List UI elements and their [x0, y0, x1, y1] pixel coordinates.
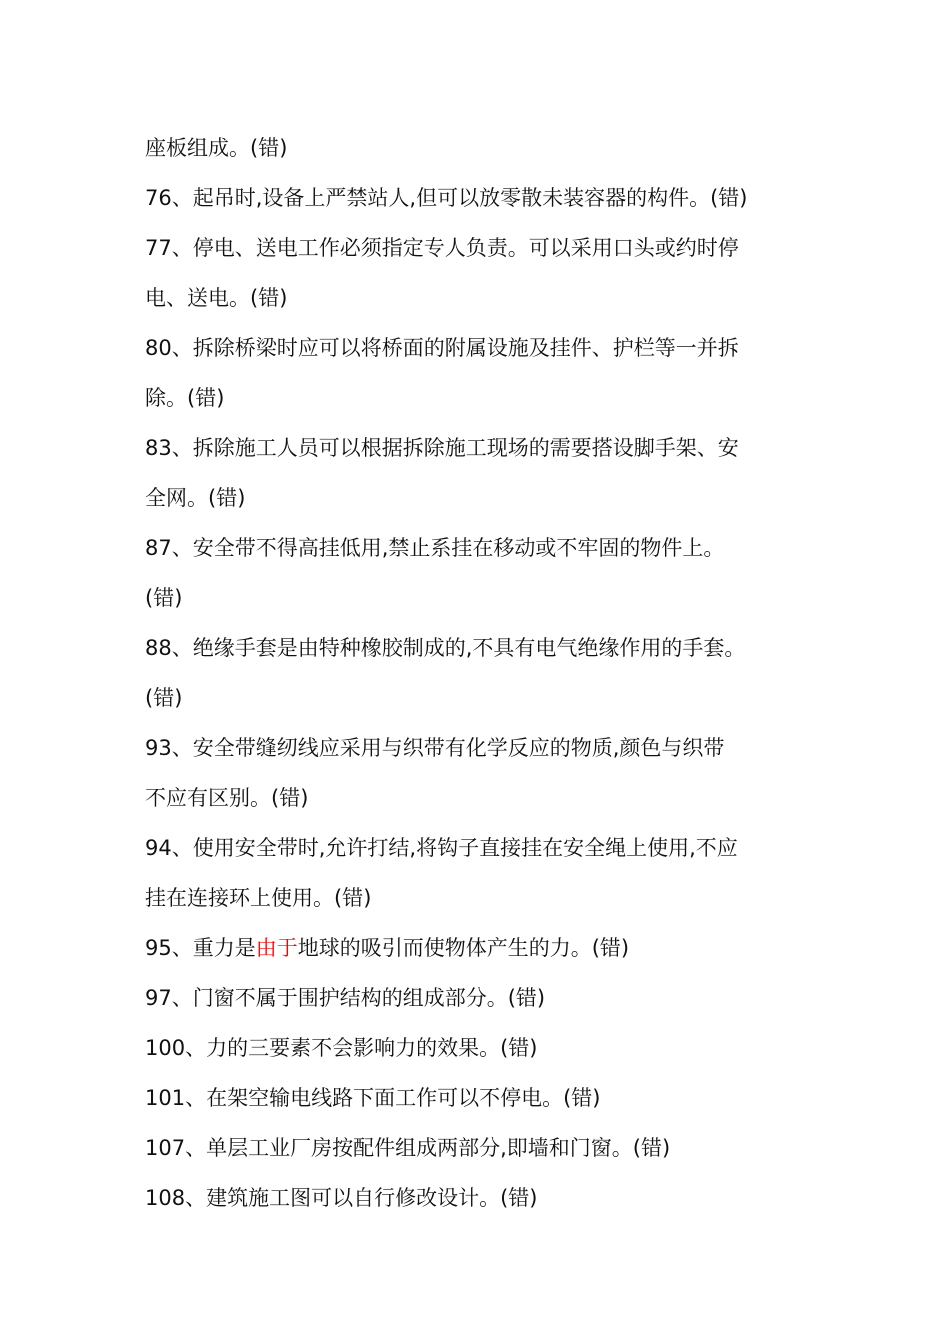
text-line: 93、安全带缝纫线应采用与织带有化学反应的物质,颜色与织带: [145, 736, 725, 760]
text-line: 座板组成。(错): [145, 136, 288, 160]
line95-before: 95、重力是: [145, 936, 256, 960]
text-line: 97、门窗不属于围护结构的组成部分。(错): [145, 986, 546, 1010]
text-line: 88、绝缘手套是由特种橡胶制成的,不具有电气绝缘作用的手套。: [145, 636, 746, 660]
text-line: 全网。(错): [145, 486, 246, 510]
text-line: 电、送电。(错): [145, 286, 288, 310]
text-line: 101、在架空输电线路下面工作可以不停电。(错): [145, 1086, 601, 1110]
text-line: (错): [145, 586, 183, 610]
text-line: 100、力的三要素不会影响力的效果。(错): [145, 1036, 538, 1060]
text-line: 不应有区别。(错): [145, 786, 309, 810]
text-line: 107、单层工业厂房按配件组成两部分,即墙和门窗。(错): [145, 1136, 671, 1160]
text-line-95: [145, 923, 815, 973]
text-line: (错): [145, 686, 183, 710]
text-line: 108、建筑施工图可以自行修改设计。(错): [145, 1186, 538, 1210]
highlighted-text: 由于: [255, 936, 298, 960]
text-line: 94、使用安全带时,允许打结,将钩子直接挂在安全绳上使用,不应: [145, 836, 738, 860]
text-line: 87、安全带不得高挂低用,禁止系挂在移动或不牢固的物件上。: [145, 536, 725, 560]
text-line: 挂在连接环上使用。(错): [145, 886, 372, 910]
question-list: [145, 123, 815, 1223]
text-line: 77、停电、送电工作必须指定专人负责。可以采用口头或约时停: [145, 236, 739, 260]
line95-after: 地球的吸引而使物体产生的力。(错): [297, 936, 630, 960]
text-line: 除。(错): [145, 386, 225, 410]
text-line: 83、拆除施工人员可以根据拆除施工现场的需要搭设脚手架、安: [145, 436, 739, 460]
text-line: 76、起吊时,设备上严禁站人,但可以放零散未装容器的构件。(错): [145, 186, 748, 210]
text-line: 80、拆除桥梁时应可以将桥面的附属设施及挂件、护栏等一并拆: [145, 336, 739, 360]
